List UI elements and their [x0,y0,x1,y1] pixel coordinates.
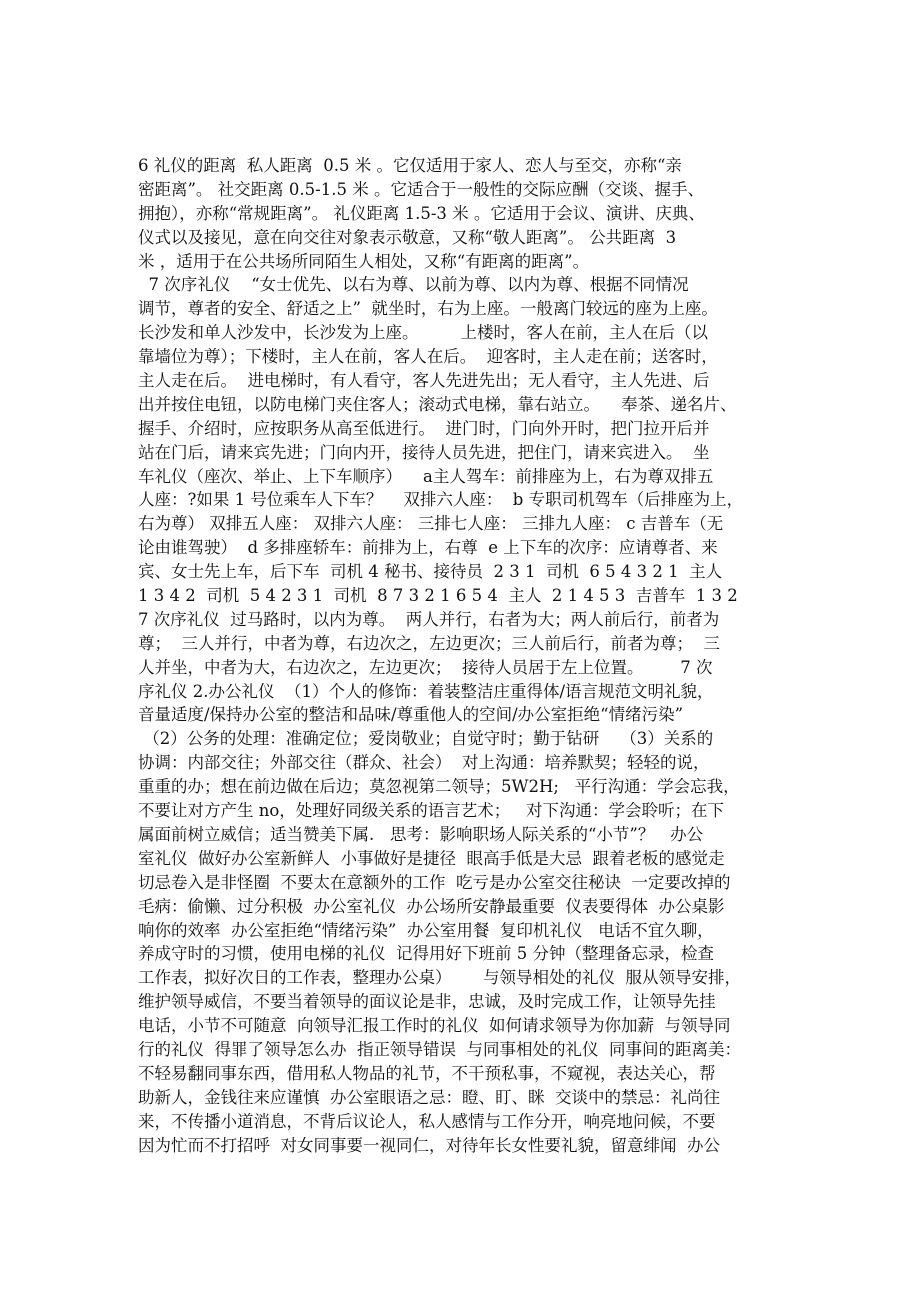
text-line: 出并按住电钮，以防电梯门夹住客人；滚动式电梯，靠右站立。 奉茶、递名片、 [138,394,737,414]
text-line: 切忌卷入是非怪圈 不要太在意额外的工作 吃亏是办公室交往秘诀 一定要改掉的 [138,872,731,892]
text-line: 重重的办；想在前边做在后边；莫忽视第二领导；5W2H; 平行沟通：学会忘我， [138,777,740,797]
text-line: 助新人，金钱往来应谨慎 办公室眼语之忌：瞪、盯、眯 交谈中的禁忌：礼尚往 [138,1087,720,1107]
text-line: 电话，小节不可随意 向领导汇报工作时的礼仪 如何请求领导为你加薪 与领导同 [138,1016,731,1036]
text-line: 密距离”。 社交距离 0.5-1.5 米 。它适合于一般性的交际应酬（交谈、握手、 [138,179,704,199]
text-line: 6 礼仪的距离 私人距离 0.5 米 。它仅适用于家人、恋人与至交，亦称“亲 [138,156,682,175]
text-line: 靠墙位为尊）；下楼时，主人在前，客人在后。 迎客时，主人走在前；送客时， [138,347,718,367]
text-line: 主人走在后。 进电梯时，有人看守，客人先进先出；无人看守，主人先进、后 [138,371,710,391]
text-line: 右为尊） 双排五人座： 双排六人座： 三排七人座： 三排九人座： c 吉普车（无 [138,514,724,534]
text-line: 来，不传播小道消息，不背后议论人，私人感情与工作分开，响亮地问候，不要 [138,1111,716,1131]
text-line: 音量适度/保持办公室的整洁和品味/尊重他人的空间/办公室拒绝“情绪污染” [138,705,684,725]
text-line: 调节，尊者的安全、舒适之上” 就坐时，右为上座。一般离门较远的座为上座。 [138,299,718,319]
text-line: 人座：?如果 1 号位乘车人下车？ 双排六人座： b 专职司机驾车（后排座为上， [138,490,744,510]
body-text [138,154,798,1157]
text-line: 序礼仪 2.办公礼仪 （1）个人的修饰：着装整洁庄重得体/语言规范文明礼貌， [138,681,714,701]
text-line: 属面前树立威信；适当赞美下属. 思考：影响职场人际关系的“小节”？ 办公 [138,824,704,844]
text-line: 宾、女士先上车，后下车 司机 4 秘书、接待员 2 3 1 司机 6 5 4 3 2 1 主人 [138,562,723,582]
text-line: 养成守时的习惯，使用电梯的礼仪 记得用好下班前 5 分钟（整理备忘录，检查 [138,944,714,964]
text-line: 协调：内部交往；外部交往（群众、社会） 对上沟通：培养默契；轻轻的说， [138,753,710,773]
text-line: 长沙发和单人沙发中，长沙发为上座。 上楼时，客人在前，主人在后（以 [138,323,708,343]
text-line: 不要让对方产生 no，处理好同级关系的语言艺术； 对下沟通：学会聆听；在下 [138,801,725,821]
text-line: 论由谁驾驶） d 多排座轿车：前排为上，右尊 e 上下车的次序：应请尊者、来 [138,538,718,558]
text-line: 毛病：偷懒、过分积极 办公室礼仪 办公场所安静最重要 仪表要得体 办公桌影 [138,896,725,916]
text-line: 握手、介绍时，应按职务从高至低进行。 进门时，门向外开时，把门拉开后并 [138,418,710,438]
text-line: 米 ，适用于在公共场所同陌生人相处，又称“有距离的距离”。 [138,251,590,271]
text-line: 不轻易翻同事东西，借用私人物品的礼节，不干预私事，不窥视，表达关心，帮 [138,1063,716,1083]
text-line: 车礼仪（座次、举止、上下车顺序） a主人驾车：前排座为上，右为尊双排五 [138,466,714,486]
text-line: 人并坐，中者为大，右边次之，左边更次； 接待人员居于左上位置。 7 次 [138,657,713,677]
text-line: 拥抱），亦称“常规距离”。 礼仪距离 1.5-3 米 。它适用于会议、演讲、庆典、 [138,203,705,223]
text-line: 工作表，拟好次日的工作表，整理办公桌） 与领导相处的礼仪 服从领导安排， [138,968,741,988]
text-line: 尊； 三人并行，中者为尊，右边次之，左边更次；三人前后行，前者为尊； 三 [138,633,720,653]
text-line: 7 次序礼仪 过马路时，以内为尊。 两人并行，右者为大；两人前后行，前者为 [138,609,720,629]
text-line: 站在门后，请来宾先进；门向内开，接待人员先进，把住门，请来宾进入。 坐 [138,442,710,462]
text-line: 因为忙而不打招呼 对女同事要一视同仁，对待年长女性要礼貌，留意绯闻 办公 [138,1135,720,1155]
text-line: 1 3 4 2 司机 5 4 2 3 1 司机 8 7 3 2 1 6 5 4 主人 2 1 4 5 3 吉普车 1 3 2 [138,586,738,606]
text-line: 仪式以及接见，意在向交往对象表示敬意，又称“敬人距离”。 公共距离 3 [138,227,677,247]
text-line: 响你的效率 办公室拒绝“情绪污染” 办公室用餐 复印机礼仪 电话不宜久聊， [138,920,714,940]
text-line: 行的礼仪 得罪了领导怎么办 指正领导错误 与同事相处的礼仪 同事间的距离美： [138,1039,741,1059]
text-line: 室礼仪 做好办公室新鲜人 小事做好是捷径 眼高手低是大忌 跟着老板的感觉走 [138,848,725,868]
text-line: 7 次序礼仪 “女士优先、以右为尊、以前为尊、以内为尊、根据不同情况 [138,275,689,295]
text-line: 维护领导威信，不要当着领导的面议论是非，忠诚，及时完成工作，让领导先挂 [138,992,716,1012]
text-line: （2）公务的处理：准确定位；爱岗敬业；自觉守时；勤于钻研 （3）关系的 [138,729,714,749]
